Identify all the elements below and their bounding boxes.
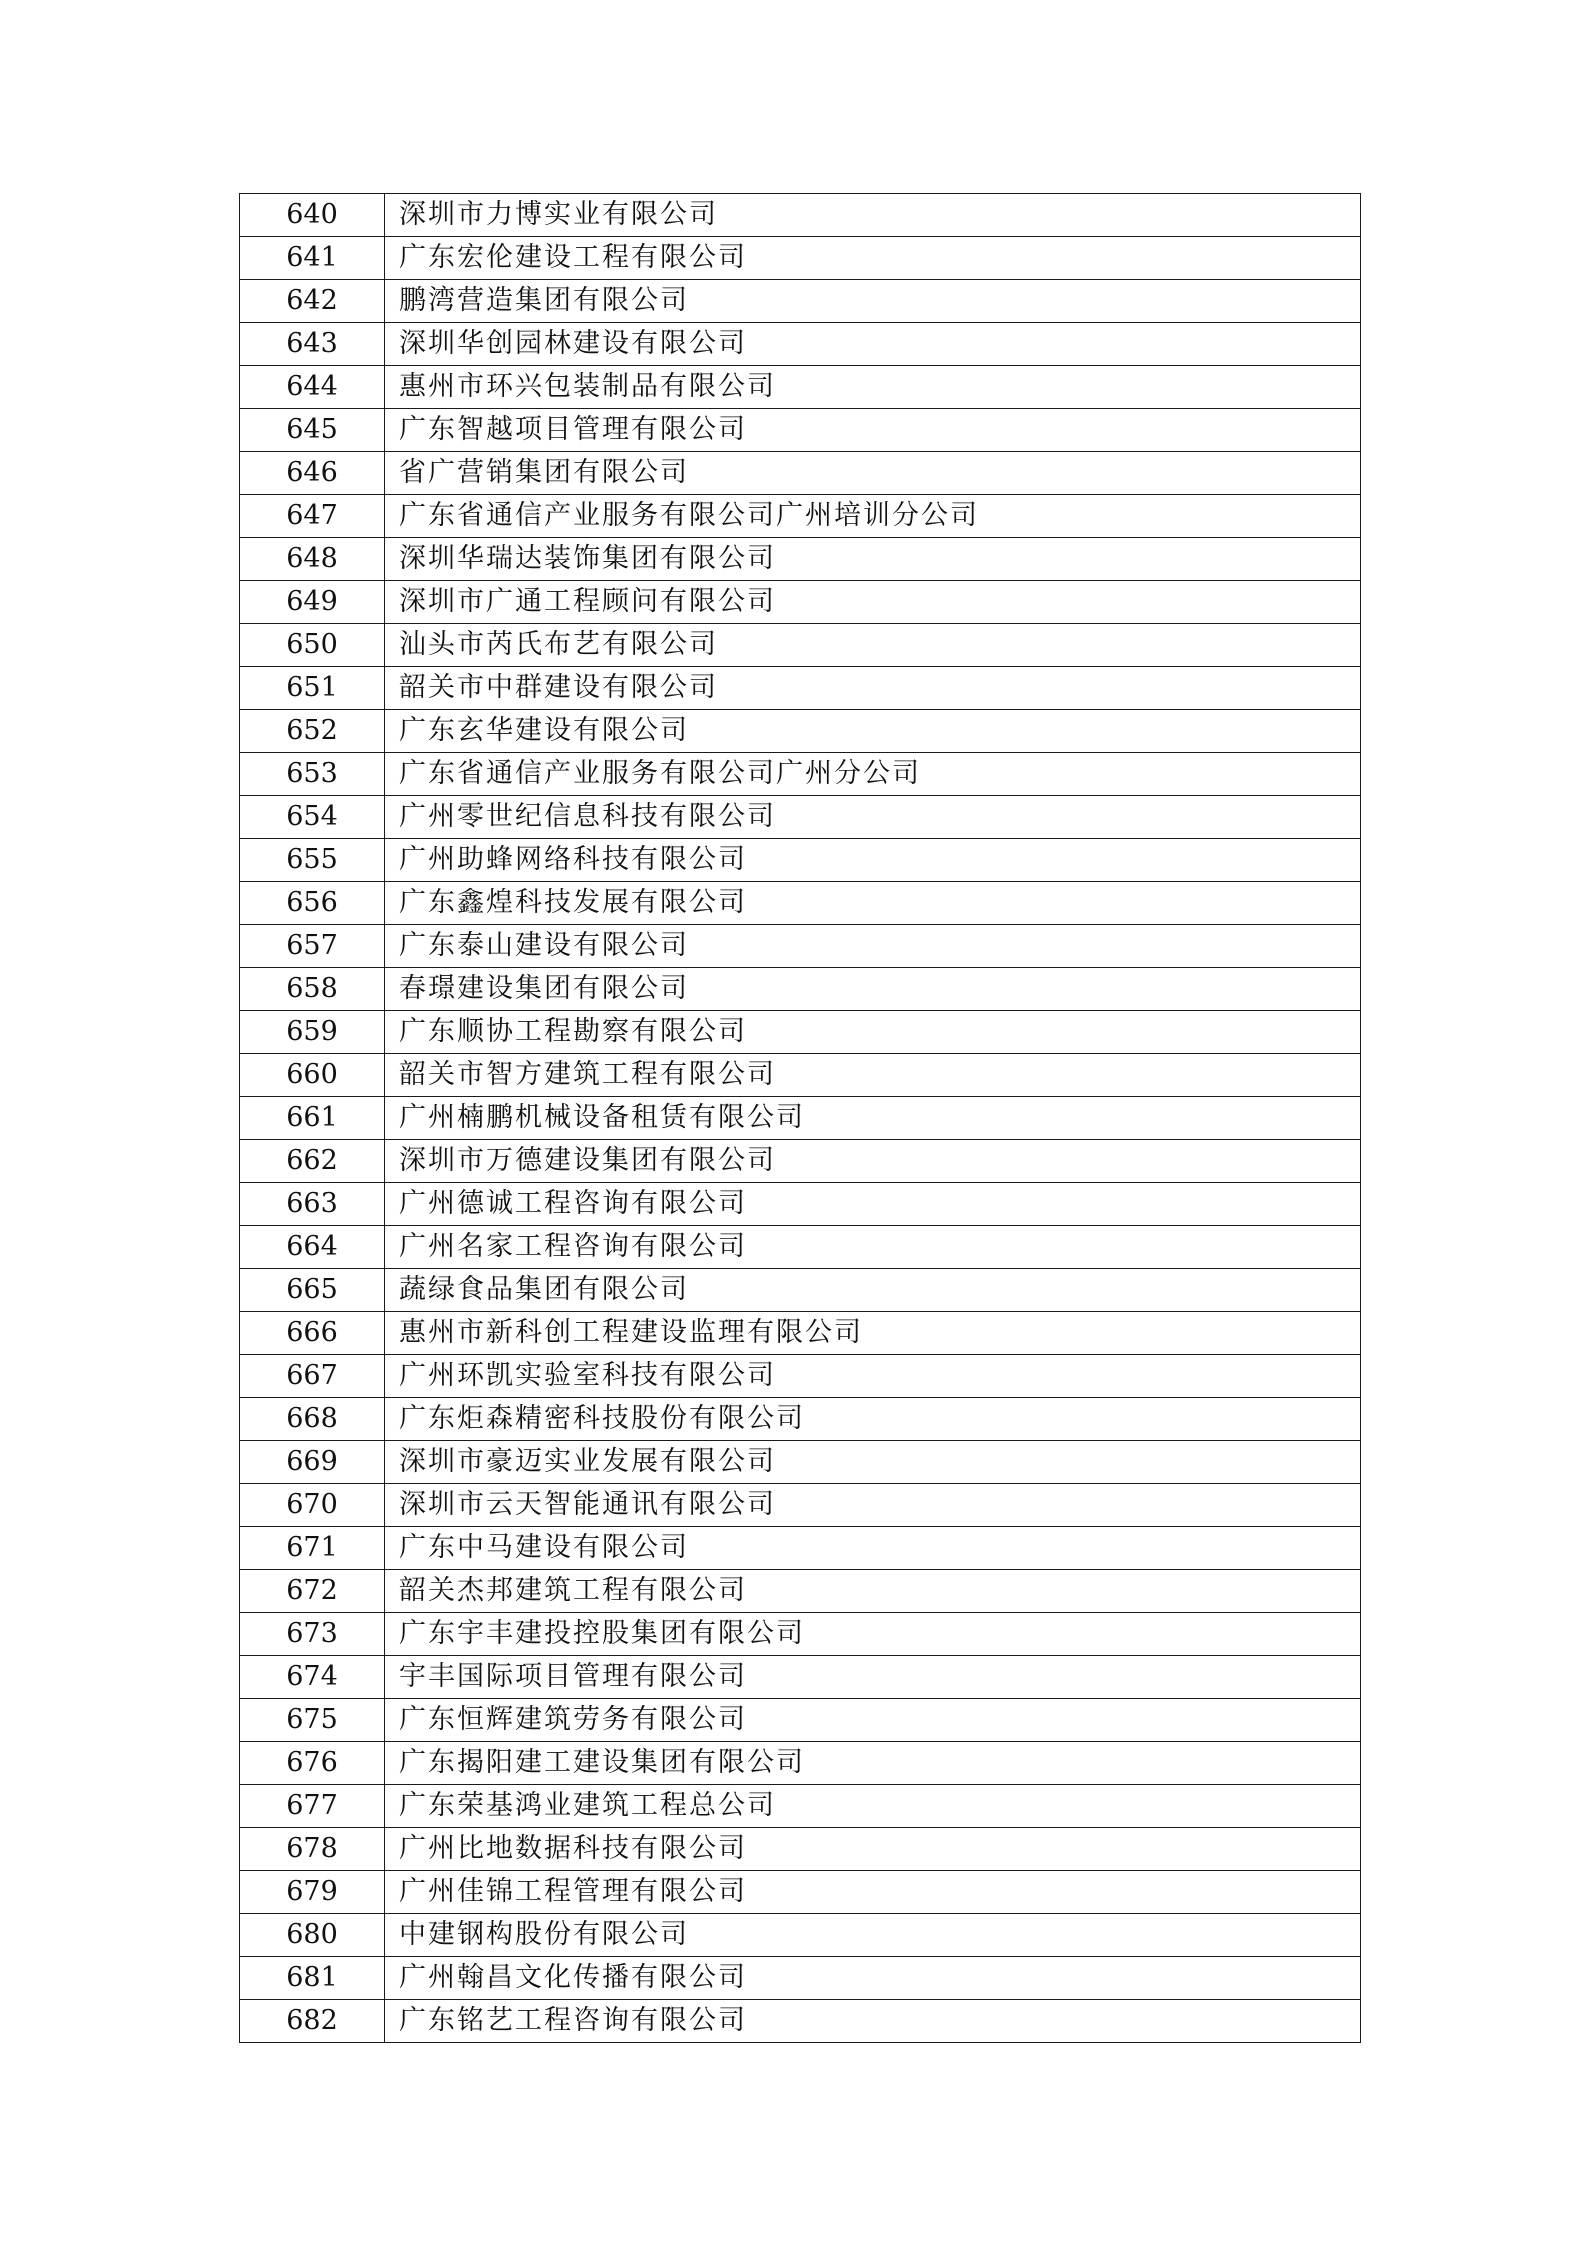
company-name: 广州名家工程咨询有限公司 xyxy=(385,1226,1361,1269)
row-number: 664 xyxy=(240,1226,385,1269)
row-number: 668 xyxy=(240,1398,385,1441)
company-name: 春璟建设集团有限公司 xyxy=(385,968,1361,1011)
row-number: 646 xyxy=(240,452,385,495)
table-row xyxy=(240,1312,1361,1355)
table-row xyxy=(240,2000,1361,2043)
table-row xyxy=(240,1570,1361,1613)
row-number: 650 xyxy=(240,624,385,667)
row-number: 658 xyxy=(240,968,385,1011)
table-row xyxy=(240,1914,1361,1957)
row-number: 674 xyxy=(240,1656,385,1699)
row-number: 649 xyxy=(240,581,385,624)
company-name: 广州楠鹏机械设备租赁有限公司 xyxy=(385,1097,1361,1140)
company-name: 鹏湾营造集团有限公司 xyxy=(385,280,1361,323)
row-number: 644 xyxy=(240,366,385,409)
company-name: 深圳市广通工程顾问有限公司 xyxy=(385,581,1361,624)
row-number: 660 xyxy=(240,1054,385,1097)
company-name: 广州环凯实验室科技有限公司 xyxy=(385,1355,1361,1398)
table-row xyxy=(240,409,1361,452)
company-name: 广东荣基鸿业建筑工程总公司 xyxy=(385,1785,1361,1828)
row-number: 659 xyxy=(240,1011,385,1054)
row-number: 672 xyxy=(240,1570,385,1613)
table-row xyxy=(240,1011,1361,1054)
table-row xyxy=(240,237,1361,280)
company-name: 广州翰昌文化传播有限公司 xyxy=(385,1957,1361,2000)
row-number: 655 xyxy=(240,839,385,882)
company-name: 中建钢构股份有限公司 xyxy=(385,1914,1361,1957)
row-number: 651 xyxy=(240,667,385,710)
company-name: 汕头市芮氏布艺有限公司 xyxy=(385,624,1361,667)
row-number: 673 xyxy=(240,1613,385,1656)
row-number: 667 xyxy=(240,1355,385,1398)
company-name: 深圳市万德建设集团有限公司 xyxy=(385,1140,1361,1183)
row-number: 682 xyxy=(240,2000,385,2043)
table-row xyxy=(240,710,1361,753)
company-name: 广州比地数据科技有限公司 xyxy=(385,1828,1361,1871)
company-name: 广东泰山建设有限公司 xyxy=(385,925,1361,968)
company-name: 广东铭艺工程咨询有限公司 xyxy=(385,2000,1361,2043)
row-number: 643 xyxy=(240,323,385,366)
table-row xyxy=(240,796,1361,839)
company-name: 广东宏伦建设工程有限公司 xyxy=(385,237,1361,280)
row-number: 669 xyxy=(240,1441,385,1484)
table-row xyxy=(240,1613,1361,1656)
table-row xyxy=(240,1828,1361,1871)
company-name: 广州助蜂网络科技有限公司 xyxy=(385,839,1361,882)
table-row xyxy=(240,1656,1361,1699)
row-number: 645 xyxy=(240,409,385,452)
row-number: 665 xyxy=(240,1269,385,1312)
table-row xyxy=(240,495,1361,538)
company-name: 省广营销集团有限公司 xyxy=(385,452,1361,495)
row-number: 657 xyxy=(240,925,385,968)
table-row xyxy=(240,753,1361,796)
row-number: 640 xyxy=(240,194,385,237)
row-number: 671 xyxy=(240,1527,385,1570)
row-number: 666 xyxy=(240,1312,385,1355)
company-name: 广东智越项目管理有限公司 xyxy=(385,409,1361,452)
company-name: 广东揭阳建工建设集团有限公司 xyxy=(385,1742,1361,1785)
row-number: 675 xyxy=(240,1699,385,1742)
table-row xyxy=(240,1226,1361,1269)
company-name: 广东宇丰建投控股集团有限公司 xyxy=(385,1613,1361,1656)
table-row xyxy=(240,538,1361,581)
table-row xyxy=(240,1269,1361,1312)
company-name: 广州佳锦工程管理有限公司 xyxy=(385,1871,1361,1914)
table-row xyxy=(240,280,1361,323)
row-number: 661 xyxy=(240,1097,385,1140)
company-name: 广东玄华建设有限公司 xyxy=(385,710,1361,753)
table-row xyxy=(240,1441,1361,1484)
company-name: 广东恒辉建筑劳务有限公司 xyxy=(385,1699,1361,1742)
company-list-table xyxy=(239,193,1361,2043)
table-row xyxy=(240,1183,1361,1226)
table-row xyxy=(240,667,1361,710)
company-name: 深圳华创园林建设有限公司 xyxy=(385,323,1361,366)
company-name: 广东炬森精密科技股份有限公司 xyxy=(385,1398,1361,1441)
company-name: 蔬绿食品集团有限公司 xyxy=(385,1269,1361,1312)
table-row xyxy=(240,1871,1361,1914)
company-name: 深圳市力博实业有限公司 xyxy=(385,194,1361,237)
row-number: 680 xyxy=(240,1914,385,1957)
company-name: 深圳市云天智能通讯有限公司 xyxy=(385,1484,1361,1527)
row-number: 676 xyxy=(240,1742,385,1785)
table-row xyxy=(240,452,1361,495)
table-row xyxy=(240,1527,1361,1570)
table-row xyxy=(240,1484,1361,1527)
company-name: 惠州市环兴包装制品有限公司 xyxy=(385,366,1361,409)
company-name: 惠州市新科创工程建设监理有限公司 xyxy=(385,1312,1361,1355)
company-name: 广东省通信产业服务有限公司广州培训分公司 xyxy=(385,495,1361,538)
row-number: 652 xyxy=(240,710,385,753)
company-name: 广州零世纪信息科技有限公司 xyxy=(385,796,1361,839)
table-row xyxy=(240,1785,1361,1828)
table-row xyxy=(240,1699,1361,1742)
row-number: 654 xyxy=(240,796,385,839)
company-name: 广东中马建设有限公司 xyxy=(385,1527,1361,1570)
company-name: 韶关市中群建设有限公司 xyxy=(385,667,1361,710)
row-number: 681 xyxy=(240,1957,385,2000)
table-row xyxy=(240,839,1361,882)
row-number: 656 xyxy=(240,882,385,925)
table-row xyxy=(240,1054,1361,1097)
row-number: 642 xyxy=(240,280,385,323)
company-name: 深圳华瑞达装饰集团有限公司 xyxy=(385,538,1361,581)
company-name: 韶关杰邦建筑工程有限公司 xyxy=(385,1570,1361,1613)
company-name: 广东鑫煌科技发展有限公司 xyxy=(385,882,1361,925)
row-number: 678 xyxy=(240,1828,385,1871)
row-number: 641 xyxy=(240,237,385,280)
row-number: 653 xyxy=(240,753,385,796)
table-row xyxy=(240,1097,1361,1140)
table-row xyxy=(240,882,1361,925)
row-number: 648 xyxy=(240,538,385,581)
row-number: 647 xyxy=(240,495,385,538)
row-number: 663 xyxy=(240,1183,385,1226)
row-number: 662 xyxy=(240,1140,385,1183)
table-row xyxy=(240,581,1361,624)
company-name: 广东省通信产业服务有限公司广州分公司 xyxy=(385,753,1361,796)
row-number: 670 xyxy=(240,1484,385,1527)
table-row xyxy=(240,1140,1361,1183)
company-name: 广州德诚工程咨询有限公司 xyxy=(385,1183,1361,1226)
table-row xyxy=(240,194,1361,237)
company-name: 广东顺协工程勘察有限公司 xyxy=(385,1011,1361,1054)
company-name: 深圳市豪迈实业发展有限公司 xyxy=(385,1441,1361,1484)
row-number: 679 xyxy=(240,1871,385,1914)
table-row xyxy=(240,1398,1361,1441)
table-row xyxy=(240,366,1361,409)
company-name: 韶关市智方建筑工程有限公司 xyxy=(385,1054,1361,1097)
table-row xyxy=(240,925,1361,968)
table-row xyxy=(240,323,1361,366)
table-row xyxy=(240,968,1361,1011)
row-number: 677 xyxy=(240,1785,385,1828)
table-row xyxy=(240,1957,1361,2000)
company-name: 宇丰国际项目管理有限公司 xyxy=(385,1656,1361,1699)
table-row xyxy=(240,1355,1361,1398)
table-row xyxy=(240,624,1361,667)
table-row xyxy=(240,1742,1361,1785)
company-list-body xyxy=(240,194,1361,2043)
